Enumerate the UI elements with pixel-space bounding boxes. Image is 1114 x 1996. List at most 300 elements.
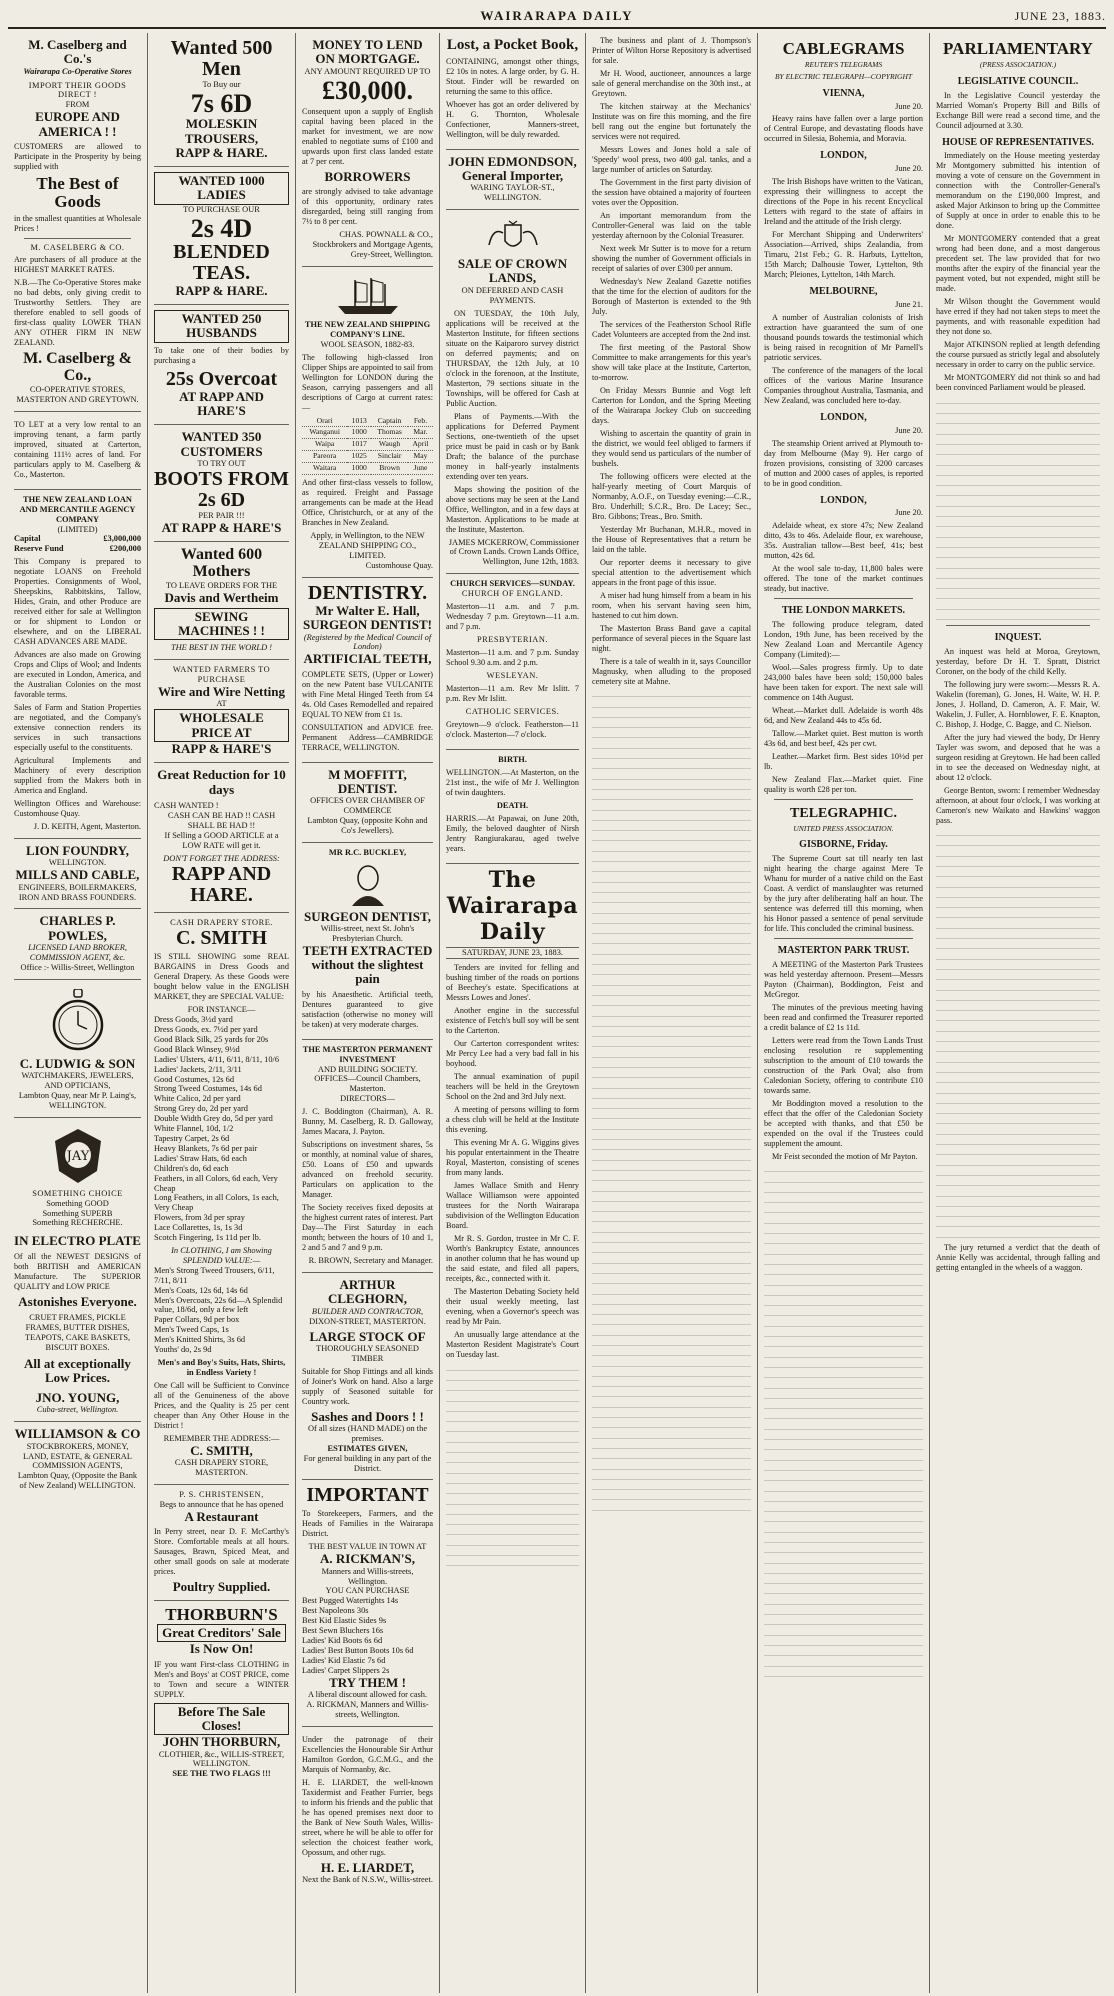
directors: DIRECTORS—	[340, 1094, 395, 1104]
editorial	[446, 864, 579, 1567]
news-18: There is a tale of wealth in it, says Councillor Magnusky, when alluding to the proposed cemetery site at Mahne.	[592, 657, 751, 686]
consultation: CONSULTATION and ADVICE free. Permanent Address—CAMBRIDGE TERRACE, WELLINGTON.	[302, 722, 433, 752]
caselberg-body1: CUSTOMERS are allowed to Participate in the Prosperity by being supplied with	[14, 141, 141, 171]
clothing-title: In CLOTHING, I am Showing SPLENDID VALUE:—	[171, 1245, 272, 1265]
williamson-ad	[14, 1422, 141, 1497]
markets-body2: Wool.—Sales progress firmly. Up to date 243,000 bales have been sold; 150,000 bales have been taken for export. The next sale will commence on 14th August.	[764, 663, 923, 703]
great-sale: Great Creditors' Sale	[157, 1624, 286, 1642]
birth-title: BIRTH.	[498, 754, 527, 764]
try-them: TRY THEM !	[329, 1674, 406, 1690]
wholesale-price: WHOLESALE PRICE AT	[154, 709, 289, 742]
powles-sub: LICENSED LAND BROKER, COMMISSION AGENT, &c.	[28, 943, 127, 962]
sashes: Sashes and Doors ! !	[311, 1408, 424, 1424]
permanent-ad	[302, 1040, 433, 1273]
farmers: WANTED FARMERS TO PURCHASE	[172, 665, 271, 685]
thorburn: THORBURN'S	[165, 1605, 278, 1625]
sashes-body: Of all sizes (HAND MADE) on the premises.	[307, 1423, 428, 1443]
wanted-1000-sub: TO PURCHASE OUR	[183, 204, 260, 214]
importer: General Importer,	[461, 168, 564, 184]
directors-body: J. C. Boddington (Chairman), A. R. Bunny, M. Caselberg, R. D. Galloway, James Macara, J. Payton.	[302, 1107, 433, 1137]
money-sub: ANY AMOUNT REQUIRED UP TO	[304, 66, 431, 76]
wanted-250: WANTED 250 HUSBANDS	[154, 310, 289, 343]
remember: REMEMBER THE ADDRESS:—	[163, 1433, 280, 1443]
dentist-portrait-icon	[302, 862, 433, 906]
inquest-body2: The following jury were sworn:—Messrs R. A. Wakelin (foreman), G. Jones, H. Waite, W. H. P. Jones, J. Holland, D. Cameron, A. F. Mair, W. Wakelin, J. Fuller, A. Hornblower, F. E. Knapton, C. Bishop, J. Hodge, C. Bagge, and C. Nielson.	[936, 679, 1100, 729]
moffitt: M MOFFITT, DENTIST.	[328, 766, 407, 796]
borrowers: BORROWERS	[324, 168, 411, 184]
column-3	[296, 33, 440, 1993]
markets-body5: Leather.—Market firm. Best sides 10½d per lb.	[764, 752, 923, 772]
markets-body: The following produce telegram, dated London, 19th June, has been received by the New Zealand Loan and Mercantile Agency Company (Limited):—	[764, 620, 923, 660]
pownall: CHAS. POWNALL & CO., Stockbrokers and Mortgage Agents, Grey-Street, Wellington.	[312, 230, 433, 259]
lion-title: LION FOUNDRY,	[25, 843, 130, 859]
column-5	[586, 33, 758, 1993]
table-cell: Sinclair	[371, 451, 408, 463]
wanted-600: Wanted 600 Mothers	[180, 546, 263, 580]
catholic-body: Greytown—9 o'clock. Featherston—11 o'clock. Masterton—7 o'clock.	[446, 719, 579, 739]
astonish: Astonishes Everyone.	[18, 1293, 137, 1309]
wire-netting: Wire and Wire Netting	[158, 684, 285, 700]
per-pair: PER PAIR !!!	[198, 510, 245, 520]
liardet-intro: H. E. LIARDET, the well-known Taxidermist and Feather Furrier, begs to inform his friends and the public that he has opened premises next door to the Bank of New South Wales, Willis-street, where he will be able to offer for selection the choicest feather work, Opossum, and other rugs.	[302, 1777, 433, 1857]
shipping-ad	[302, 267, 433, 578]
rick-discount: A liberal discount allowed for cash.	[307, 1689, 428, 1699]
leader-6: This evening Mr A. G. Wiggins gives his popular entertainment in the Theatre Royal, Masterton, consisting of scenes from many lands.	[446, 1138, 579, 1178]
cleghorn-body: Suitable for Shop Fittings and all kinds of Joiner's Work on hand. Also a large supply of Seasoned suitable for Country work.	[302, 1366, 433, 1406]
ship-apply: Apply, in Wellington, to the NEW ZEALAND SHIPPING CO., LIMITED.	[310, 531, 425, 561]
nzloan-title: THE NEW ZEALAND LOAN AND MERCANTILE AGENCY COMPANY	[19, 494, 136, 524]
table-row	[302, 427, 433, 439]
price-list-item: Youths' do, 2s 9d	[154, 1345, 212, 1355]
house-body2: Mr MONTGOMERY contended that a great wrong had been done, and a most dangerous precedent set. The law provided that for two months after the expiry of the financial year the payment voted, but not expended, might still be made.	[936, 234, 1100, 294]
london-2: LONDON,	[820, 411, 867, 423]
london-1-body2: For Merchant Shipping and Underwriters' Association—Arrived, ships Zealandia, from Timaru, 21st Feb.; G. R. Harbuts, Lyttelton, 15th March; Dalhousie Tower, Lyttelton, 9th March; Pleiones, Lyttelton, 14th March.	[764, 230, 923, 280]
news-10: The first meeting of the Pastoral Show Committee to make arrangements for this year's show will take place at the Institute, Carterton, to-morrow.	[592, 343, 751, 382]
price-list-item: Heavy Blankets, 7s 6d per pair	[154, 1143, 258, 1153]
price-list-item: Ladies' Carpet Slippers 2s	[302, 1665, 390, 1675]
royal-arms-icon	[446, 219, 579, 253]
teeth-extracted: TEETH EXTRACTED without the slightest pain	[302, 942, 433, 987]
perm-title: THE MASTERTON PERMANENT INVESTMENT	[302, 1044, 433, 1064]
ludwig-title: C. LUDWIG & SON	[19, 1055, 136, 1071]
news-8: Wednesday's New Zealand Gazette notifies that the time for the election of auditors for the Borough of Masterton is extended to the 9th July.	[592, 277, 751, 316]
for-instance: FOR INSTANCE—	[187, 1005, 256, 1015]
news-5: The Government in the first party division of the session have obtained a majority of fourteen votes over the Opposition.	[592, 178, 751, 207]
dentistry: DENTISTRY.	[307, 581, 428, 604]
inquest-body3: After the jury had viewed the body, Dr Henry Tayler was sworn, and deposed that he was a surgeon residing at Greytown. He had been called in to see the deceased on Wednesday night, at about 12 o'clock.	[936, 732, 1100, 782]
wool-season: WOOL SEASON, 1882-83.	[320, 339, 415, 349]
to-buy: To Buy our	[202, 80, 241, 89]
church-services	[446, 574, 579, 750]
liardet-ad	[302, 1727, 433, 1891]
best-value: THE BEST VALUE IN TOWN AT	[308, 1542, 427, 1552]
christensen-ad	[154, 1485, 289, 1601]
wanted-1000: WANTED 1000 LADIES	[154, 172, 289, 205]
rickman-items-list	[302, 1596, 433, 1675]
surgeon-dentist-2: SURGEON DENTIST,	[304, 908, 431, 924]
clothing-items-list	[154, 1266, 289, 1355]
price-list-item: Strong Grey do, 2d per yard	[154, 1104, 248, 1114]
cleghorn: ARTHUR CLEGHORN,	[327, 1277, 408, 1307]
to-try: TO TRY OUT	[197, 458, 246, 468]
divider	[24, 238, 131, 239]
best-goods: The Best of Goods	[36, 173, 119, 211]
powles-office: Office :- Willis-Street, Wellington	[20, 962, 135, 972]
wanted-350: WANTED 350 CUSTOMERS	[180, 429, 263, 459]
reserve-value: £200,000	[109, 544, 141, 554]
price-list-item: Ladies' Jackets, 2/11, 3/11	[154, 1064, 242, 1074]
cablegrams-title: CABLEGRAMS	[782, 39, 905, 58]
melbourne-body2: The conference of the managers of the local offices of the various Marine Insurance Companies throughout Australia, Tasmania, and New Zealand, was concluded here to-day.	[764, 365, 923, 405]
price-list-item: Best Kid Elastic Sides 9s	[302, 1616, 387, 1626]
all-prices: All at exceptionally Low Prices.	[24, 1355, 131, 1385]
table-row	[302, 439, 433, 451]
press-assoc: (PRESS ASSOCIATION.)	[979, 60, 1057, 70]
house-body3: Mr Wilson thought the Government would have erred if they had not taken steps to meet the payments, and with reasonable expedition had they not done so.	[936, 297, 1100, 337]
christensen: P. S. CHRISTENSEN,	[179, 1489, 264, 1499]
borrowers-body: are strongly advised to take advantage of this opportunity, ordinary rates disregarded, being still ranging from 7½ to 8 per cent.	[302, 187, 433, 227]
capital-label: Capital	[14, 534, 41, 544]
house-body5: Mr MONTGOMERY did not think so and had been convinced Parliament would be pleased.	[936, 373, 1100, 393]
before-closes: Before The Sale Closes!	[154, 1703, 289, 1736]
something-recherche: Something RECHERCHE.	[32, 1218, 123, 1228]
you-can: YOU CAN PURCHASE	[325, 1586, 410, 1596]
divider	[774, 598, 913, 599]
price-list-item: Good Costumes, 12s 6d	[154, 1074, 235, 1084]
smith-ad	[154, 913, 289, 1484]
c-smith-2: C. SMITH,	[190, 1442, 253, 1458]
powles-ad	[14, 909, 141, 979]
cleghorn-sub: BUILDER AND CONTRACTOR,	[311, 1306, 424, 1316]
text-filler	[936, 831, 1100, 1238]
perm-body: Subscriptions on investment shares, 5s or monthly, at nominal value of shares, £50. Loans of £50 and upwards advanced on freehold security. Particulars on application to the Manager.	[302, 1140, 433, 1200]
caselberg-co: M. CASELBERG & CO.	[30, 242, 125, 252]
shipping-title: THE NEW ZEALAND SHIPPING COMPANY'S LINE.	[304, 319, 431, 339]
something-choice: SOMETHING CHOICE	[32, 1188, 123, 1198]
masthead	[8, 6, 1106, 29]
perm-sign: R. BROWN, Secretary and Manager.	[308, 1256, 433, 1266]
powles-title: CHARLES P. POWLES,	[39, 913, 116, 943]
cash-wanted: CASH WANTED !	[154, 800, 219, 810]
trust-body: A MEETING of the Masterton Park Trustees was held yesterday afternoon. Present—Messrs Payton (Chairman), Boddington, Feist and McGregor.	[764, 960, 923, 999]
restaurant: A Restaurant	[184, 1508, 259, 1524]
gisborne: GISBORNE, Friday.	[799, 839, 888, 851]
nzloan-body4: Agricultural Implements and Machinery of every description supplied from the Makers both in America and England.	[14, 756, 141, 796]
table-cell: 1017	[347, 439, 371, 451]
table-cell: June	[408, 463, 433, 475]
mills-title: MILLS AND CABLE,	[15, 867, 140, 883]
edmondson: JOHN EDMONDSON,	[448, 153, 577, 169]
melbourne: MELBOURNE,	[809, 286, 878, 298]
at-label: AT	[216, 699, 227, 709]
price-list-item: Double Width Grey do, 5d per yard	[154, 1114, 273, 1124]
coop-stores: CO-OPERATIVE STORES,	[29, 385, 126, 394]
reuters: REUTER'S TELEGRAMS	[804, 60, 883, 70]
thorburn-body: IF you want First-class CLOTHING in Men's and Boys' at COST PRICE, come to Town and secure a WINTER SUPPLY.	[154, 1659, 289, 1699]
crown-title: SALE OF CROWN LANDS,	[457, 256, 568, 286]
markets-body6: New Zealand Flax.—Market quiet. Fine quality is worth £28 per ton.	[764, 775, 923, 795]
melbourne-body: A number of Australian colonists of Irish extraction have guaranteed the sum of one thousand pounds towards the testimonial which is being raised in recognition of Mr Parnell's patriotic services.	[764, 312, 923, 362]
smith2-sub: CASH DRAPERY STORE, MASTERTON.	[174, 1457, 269, 1477]
best-in-world: THE BEST IN THE WORLD !	[170, 643, 273, 653]
reserve-label: Reserve Fund	[14, 544, 64, 554]
house-body4: Major ATKINSON replied at length defending the course pursued as strictly legal and absolutely necessary in order to carry on the public service.	[936, 340, 1100, 370]
paper-title: The Wairarapa Daily	[446, 866, 579, 945]
price-list-item: Men's Overcoats, 22s 6d—A Splendid value, 18/6d, only a few left	[154, 1295, 283, 1315]
caselberg-title: M. Caselberg and Co.'s	[28, 37, 127, 67]
news-6: An important memorandum from the Controller-General was laid on the table yesterday afternoon by the Colonial Treasurer.	[592, 211, 751, 240]
table-cell: 1013	[347, 416, 371, 427]
leader-2: Another engine in the successful existence of Fetch's bull soy will be sent to the Carterton.	[446, 1006, 579, 1036]
price-list-item: Men's Tweed Caps, 1s	[154, 1325, 229, 1335]
text-filler	[764, 1167, 923, 1677]
table-cell: April	[408, 439, 433, 451]
news-2: Mr H. Wood, auctioneer, announces a large sale of general merchandise on the 30th inst., at Greytown.	[592, 69, 751, 98]
rapp-hare-2: RAPP & HARE.	[175, 282, 268, 298]
inquest-body5: The jury returned a verdict that the death of Annie Kelly was accidental, through falling and getting entangled in the wheels of a waggon.	[936, 1242, 1100, 1272]
ludwig-ad	[14, 980, 141, 1118]
estimates-body: For general building in any part of the District.	[303, 1453, 432, 1473]
divider	[774, 938, 913, 939]
edmondson-ad	[446, 150, 579, 210]
table-cell: Orari	[302, 416, 347, 427]
birth-body: WELLINGTON.—At Masterton, on the 21st inst., the wife of Mr J. Wellington of twin daughters.	[446, 767, 579, 797]
leader-7: James Wallace Smith and Henry Wallace Williamson were appointed trustees for the North Wairarapa subdivision of the Wellington Education Board.	[446, 1181, 579, 1231]
table-cell: Pareora	[302, 451, 347, 463]
thorburn-name: JOHN THORBURN,	[162, 1734, 281, 1750]
liardet-body: Under the patronage of their Excellencies the Honourable Sir Arthur Hamilton Gordon, G.C.M.G., and the Marquis of Normanby, &c.	[302, 1734, 433, 1774]
mens-suits: Men's and Boy's Suits, Hats, Shirts, in Endless Variety !	[157, 1357, 286, 1377]
inquest-body: An inquest was held at Moroa, Greytown, yesterday, before Dr H. T. Spratt, District Coroner, on the body of the child Kelly.	[936, 646, 1100, 676]
jay-ad	[14, 1118, 141, 1423]
blended-teas: BLENDED TEAS.	[173, 240, 270, 284]
news-17: The Masterton Brass Band gave a capital performance of several pieces in the Square last night.	[592, 624, 751, 653]
import-line: IMPORT THEIR GOODS DIRECT !	[28, 80, 127, 100]
table-cell: 1000	[347, 463, 371, 475]
thorburn-ad	[154, 1601, 289, 1785]
wesleyan-body: Masterton—11 a.m. Rev Mr Islitt. 7 p.m. Rev Mr Islitt.	[446, 683, 579, 703]
price-list-item: Strong Tweed Costumes, 14s 6d	[154, 1084, 262, 1094]
crown-body: ON TUESDAY, the 10th July, applications will be received at the Masterton Institute, for fifteen sections situate on the Kaiparoro survey district on deferred payments; and on THURSDAY, the 12th July, at 10 o'clock in the forenoon, at the Institute, Masterton, 79 sections situate in the Townships, will be offered for Cash at Public Auction.	[446, 308, 579, 408]
leader-5: A meeting of persons willing to form a chess club will be held at the Institute this evening.	[446, 1105, 579, 1135]
important: IMPORTANT	[306, 1484, 429, 1507]
ludwig-sub: WATCHMAKERS, JEWELERS, AND OPTICIANS,	[21, 1071, 134, 1090]
news-3: The kitchen stairway at the Mechanics' Institute was on fire this morning, and the fire bell rang out the engine but fortunately the services were not required.	[592, 102, 751, 141]
money-amount: £30,000.	[322, 75, 413, 105]
column-1	[8, 33, 148, 1993]
capital-value: £3,000,000	[103, 534, 141, 544]
death-body: HARRIS.—At Papawai, on June 20th, Emily, the beloved daughter of Nirsh Jentry Rangiurakarau, aged twelve years.	[446, 813, 579, 853]
young-sub: Cuba-street, Wellington.	[36, 1405, 119, 1415]
to-let-ad	[14, 412, 141, 490]
presb-body: Masterton—11 a.m. and 7 p.m. Sunday School 9.30 a.m. and 2 p.m.	[446, 648, 579, 667]
electro-body: Of all the NEWEST DESIGNS of both BRITISH and AMERICAN Manufacture. The SUPERIOR QUALITY and LOW PRICE	[14, 1251, 141, 1291]
vienna: VIENNA,	[822, 87, 865, 99]
estimates: ESTIMATES GIVEN,	[327, 1443, 408, 1453]
divider	[774, 799, 913, 800]
two-flags: SEE THE TWO FLAGS !!!	[172, 1769, 271, 1779]
caselberg-body3: Are purchasers of all produce at the HIGHEST MARKET RATES.	[14, 255, 141, 275]
paper-date: SATURDAY, JUNE 23, 1883.	[446, 947, 579, 959]
crown-sub: ON DEFERRED AND CASH PAYMENTS.	[461, 285, 564, 305]
news-12: Wishing to ascertain the quantity of grain in the district, we would feel obliged to farmers if they would send us particulars of the number of bushels.	[592, 429, 751, 468]
copyright: BY ELECTRIC TELEGRAPH—COPYRIGHT	[774, 71, 913, 81]
trust-body3: Letters were read from the Town Lands Trust enclosing resolution re supplementing subscription to the amount of £10 towards the construction of the Park Oval; also from Caledonian Society, offering to contribute £10 towards same.	[764, 1036, 923, 1095]
church-eng-body: Masterton—11 a.m. and 7 p.m. Wednesday 7 p.m. Greytown—11 a.m. and 7 p.m.	[446, 602, 579, 632]
nzloan-limited: (LIMITED)	[57, 524, 98, 534]
markets-title: THE LONDON MARKETS.	[781, 605, 906, 617]
price-list-item: Good Black Silk, 25 yards for 20s	[154, 1034, 269, 1044]
price-list-item: White Calico, 2d per yard	[154, 1094, 241, 1104]
rapp-hare-big: RAPP AND HARE.	[171, 863, 272, 907]
great-reduction: Great Reduction for 10 days	[157, 767, 286, 797]
is-now-on: Is Now On!	[189, 1641, 254, 1657]
ships-table	[302, 416, 433, 476]
pocket-watch-icon	[14, 989, 141, 1053]
ship-body2: And other first-class vessels to follow, as required. Freight and Passage arrangements can be made at the Head Office, Christchurch, or at any of the Branches in New Zealand.	[302, 478, 433, 528]
electro-title: IN ELECTRO PLATE	[14, 1233, 141, 1249]
table-cell: Wanganui	[302, 427, 347, 439]
markets-body4: Tallow.—Market quiet. Best mutton is worth 43s 6d, and best beef, 42s per cwt.	[764, 729, 923, 749]
rickman-addr: Manners and Willis-streets, Wellington.	[321, 1566, 414, 1586]
edm-addr: WARING TAYLOR-ST., WELLINGTON.	[470, 183, 555, 203]
leader-1: Tenders are invited for felling and bushing timber of the roads on portions of Beechey's estate. Specifications at Messrs Lowes and Jones'.	[446, 963, 579, 1003]
price-list-item: Scotch Fingering, 1s 11d per lb.	[154, 1233, 261, 1243]
news-14: Yesterday Mr Buchanan, M.H.R., moved in the House of Representatives that a return be laid on the table.	[592, 525, 751, 554]
caselberg-nb: N.B.—The Co-Operative Stores make no bad debts, only giving credit to Trustworthy Settlers. They are therefore enabled to sell goods of first-class quality LOWER THAN ANY OTHER FIRM IN NEW ZEALAND.	[14, 278, 141, 348]
surgeon-dentist: SURGEON DENTIST!	[303, 617, 432, 633]
text-filler	[446, 1365, 579, 1566]
melbourne-date: June 21.	[895, 299, 923, 309]
price-list-item: Children's do, 6d each	[154, 1163, 229, 1173]
leader-9: The Masterton Debating Society held their usual weekly meeting, last evening, when a Governor's speech was read by Mr Pain.	[446, 1287, 579, 1327]
table-row	[302, 463, 433, 475]
trust-title: MASTERTON PARK TRUST.	[777, 945, 910, 957]
table-cell: Waitara	[302, 463, 347, 475]
leader-10: An unusually large attendance at the Masterton Resident Magistrate's Court on Tuesday last.	[446, 1330, 579, 1360]
trust-body4: Mr Boddington moved a resolution to the effect that the offer of the Caledonian Society be accepted with thanks, and that £50 be expended on the oval if the Trustees could supplement the amount.	[764, 1099, 923, 1148]
london-3-body: Adelaide wheat, ex store 47s; New Zealand ditto, 43s to 46s. Adelaide flour, ex warehouse, 35s. Australian tallow—Best beef, 41s; best mutton, 42s 6d.	[764, 521, 923, 561]
smith-body: IS STILL SHOWING some REAL BARGAINS in Dress Goods and General Drapery. As these Goods were bought below value in the ENGLISH MARKET, they are SPECIAL VALUE:	[154, 952, 289, 1002]
rapp-hare-3: AT RAPP & HARE'S	[161, 519, 282, 535]
clothier: CLOTHIER, &c., WILLIS-STREET, WELLINGTON.	[158, 1749, 285, 1769]
nzloan-body2: Advances are also made on Growing Crops and Clips of Wool; and Indents are executed in London, America, and the Australian Colonies on the most favorable terms.	[14, 650, 141, 700]
money-title: MONEY TO LEND ON MORTGAGE.	[312, 37, 423, 67]
electro-list: CRUET FRAMES, PICKLE FRAMES, BUTTER DISHES, TEAPOTS, CAKE BASKETS, BISCUIT BOXES.	[24, 1312, 131, 1352]
london-3-date: June 20.	[895, 508, 923, 518]
table-cell: Captain	[371, 416, 408, 427]
perm-body2: The Society receives fixed deposits at the highest current rates of interest. Part Day—The First Saturday in each month; between the hours of 10 and 1, 2 and 5 and 7 and 9 p.m.	[302, 1203, 433, 1253]
columns	[8, 33, 1106, 1993]
table-cell: Thomas	[371, 427, 408, 439]
trust-body2: The minutes of the previous meeting having been read and confirmed the Treasurer reported a credit balance of £2 1s 11d.	[764, 1003, 923, 1032]
dont-forget: DON'T FORGET THE ADDRESS:	[163, 854, 280, 864]
overcoat: 25s Overcoat	[165, 367, 278, 390]
ship-place: Customhouse Quay.	[365, 561, 433, 571]
london-1-date: June 20.	[895, 164, 923, 174]
nzloan-body: This Company is prepared to negotiate LOANS on Freehold Properties. Consignments of Wool, Sheepskins, Rabbitskins, Tallow, Hides, Grain, and other Produce are received either for sale at Wellington or for shipment to London or elsewhere, and on the LIBERAL CASH ADVANCES ARE MADE.	[14, 557, 141, 647]
artificial-teeth: ARTIFICIAL TEETH,	[303, 651, 432, 667]
registered: (Registered by the Medical Council of London)	[303, 632, 432, 652]
news-7: Next week Mr Sutter is to move for a return showing the number of Government officials in receipt of salaries of over £300 per annum.	[592, 244, 751, 273]
leader-4: The annual examination of pupil teachers will be held in the Greytown School on the 2nd and 3rd July next.	[446, 1072, 579, 1102]
london-3: LONDON,	[820, 494, 867, 506]
column-2	[148, 33, 296, 1993]
from-label: FROM	[65, 100, 90, 110]
nzloan-office: Wellington Offices and Warehouse: Customhouse Quay.	[14, 799, 141, 819]
moleskin: MOLESKIN TROUSERS,	[184, 116, 259, 146]
wanted-250-sub: To take one of their bodies by purchasing a	[154, 345, 289, 365]
perm-office: OFFICES—Council Chambers, Masterton.	[314, 1074, 421, 1094]
timber: THOROUGHLY SEASONED TIMBER	[316, 1343, 419, 1363]
svg-text:JAY: JAY	[66, 1148, 89, 1164]
divider	[946, 625, 1090, 626]
to-let-body: TO LET at a very low rental to an improving tenant, a farm partly improved, situated at Carterton, containing 111½ acres of land. For particulars apply to M. Caselberg & Co., Masterton.	[14, 419, 141, 479]
teeth-body: COMPLETE SETS, (Upper or Lower) on the new Patent base VULCANITE with Fine Metal Hinged Teeth from £4 4s. Old Cases Remodelled and repaired EQUAL TO NEW from £1 1s.	[302, 669, 433, 719]
crown-sign: JAMES MCKERROW, Commissioner of Crown Lands. Crown Lands Office, Wellington, June 12th, 1883.	[448, 537, 579, 567]
price-list-item: Men's Knitted Shirts, 3s 6d	[154, 1335, 246, 1345]
column-4	[440, 33, 586, 1993]
table-cell: Feb.	[408, 416, 433, 427]
trust-body5: Mr Feist seconded the motion of Mr Payton.	[772, 1152, 918, 1161]
house-title: HOUSE OF REPRESENTATIVES.	[942, 136, 1094, 148]
table-cell: 1025	[347, 451, 371, 463]
moffitt-ad	[302, 763, 433, 843]
hall: Mr Walter E. Hall,	[315, 602, 420, 618]
price-list-item: Ladies' Kid Elastic 7s 6d	[302, 1655, 386, 1665]
leader-8: Mr R. S. Gordon, trustee in Mr C. F. Worth's Bankruptcy Estate, announces in another column that he has wound up the said estate, and filed all papers, receipts, &c., connected with it.	[446, 1234, 579, 1284]
house-body: Immediately on the House meeting yesterday Mr Montgomery submitted his intention of moving a vote of censure on the Government in connection with the Controller-General's memorandum on the £190,000 Imprest, and asked Major Atkinson to bring up the Committee of Supply at once in order to enable this to be done.	[936, 151, 1100, 231]
crown-lands-ad	[446, 210, 579, 574]
clerk-body: Whoever has got an order delivered by H. G. Thornton, Wholesale Confectioner, Manners-street, Wellington, will be duly rewarded.	[446, 99, 579, 139]
table-cell: Waugh	[371, 439, 408, 451]
telegraphic: TELEGRAPHIC.	[790, 806, 897, 822]
c-smith: C. SMITH	[175, 927, 268, 950]
moffitt-addr: Lambton Quay, (opposite Kohn and Co's Jewellers).	[307, 816, 428, 835]
ship-body: The following high-classed Iron Clipper Ships are appointed to sail from Wellington for LONDON during the Season, carrying passengers and all descriptions of Cargo at current rates:—	[302, 352, 433, 412]
table-cell: Waipa	[302, 439, 347, 451]
liardet-addr: Next the Bank of N.S.W., Willis-street.	[302, 1874, 433, 1884]
one-call: One Call will be Sufficient to Convince all of the Genuineness of the above Prices, and the Quality is 25 per cent cheaper than Any Other House in the District !	[154, 1380, 289, 1430]
presb: PRESBYTERIAN.	[477, 635, 548, 645]
mills-sub: ENGINEERS, BOILERMAKERS, IRON AND BRASS FOUNDERS.	[18, 882, 137, 902]
sewing-machines: SEWING MACHINES ! !	[154, 608, 289, 641]
ship-icon	[302, 276, 433, 316]
wanted-350-ad	[154, 425, 289, 542]
christensen-body: Begs to announce that he has opened	[159, 1499, 284, 1509]
news-16: A miser had hung himself from a beam in his room, when his servant having seen him, hastened to cut him down.	[592, 591, 751, 620]
cleghorn-addr: DIXON-STREET, MASTERTON.	[309, 1316, 426, 1326]
text-filler	[936, 398, 1100, 620]
crown-body3: Maps showing the position of the above sections may be seen at the Land Office, Wellington, and in a few days at Masterton. Applications to be made at the Institute, Masterton.	[446, 484, 579, 534]
towns: MASTERTON AND GREYTOWN.	[16, 394, 139, 404]
inquest-body4: George Benton, sworn: I remember Wednesday afternoon, at about four o'clock, I was working at Cameron's new Waikato and Hawkins' waggon pass.	[936, 785, 1100, 825]
williamson-title: WILLIAMSON & CO	[14, 1426, 141, 1442]
wanted-600-ad	[154, 542, 289, 660]
jay-seal-icon	[14, 1127, 141, 1185]
price-list-item: Ladies' Best Button Boots 10s 6d	[302, 1645, 414, 1655]
masthead-title: WAIRARAPA DAILY	[480, 8, 634, 23]
wanted-1000-ad	[154, 167, 289, 305]
price-list-item: Ladies' Straw Hats, 6d each	[154, 1153, 247, 1163]
wanted-250-ad	[154, 305, 289, 425]
price-list-item: Best Sewn Bluchers 16s	[302, 1626, 384, 1636]
church-eng: CHURCH OF ENGLAND.	[461, 589, 564, 599]
caselberg-sub: Wairarapa Co-Operative Stores	[23, 66, 132, 76]
london-1: LONDON,	[820, 150, 867, 162]
lost-ad	[446, 33, 579, 150]
price-list-item: Men's Coats, 12s 6d, 14s 6d	[154, 1285, 248, 1295]
